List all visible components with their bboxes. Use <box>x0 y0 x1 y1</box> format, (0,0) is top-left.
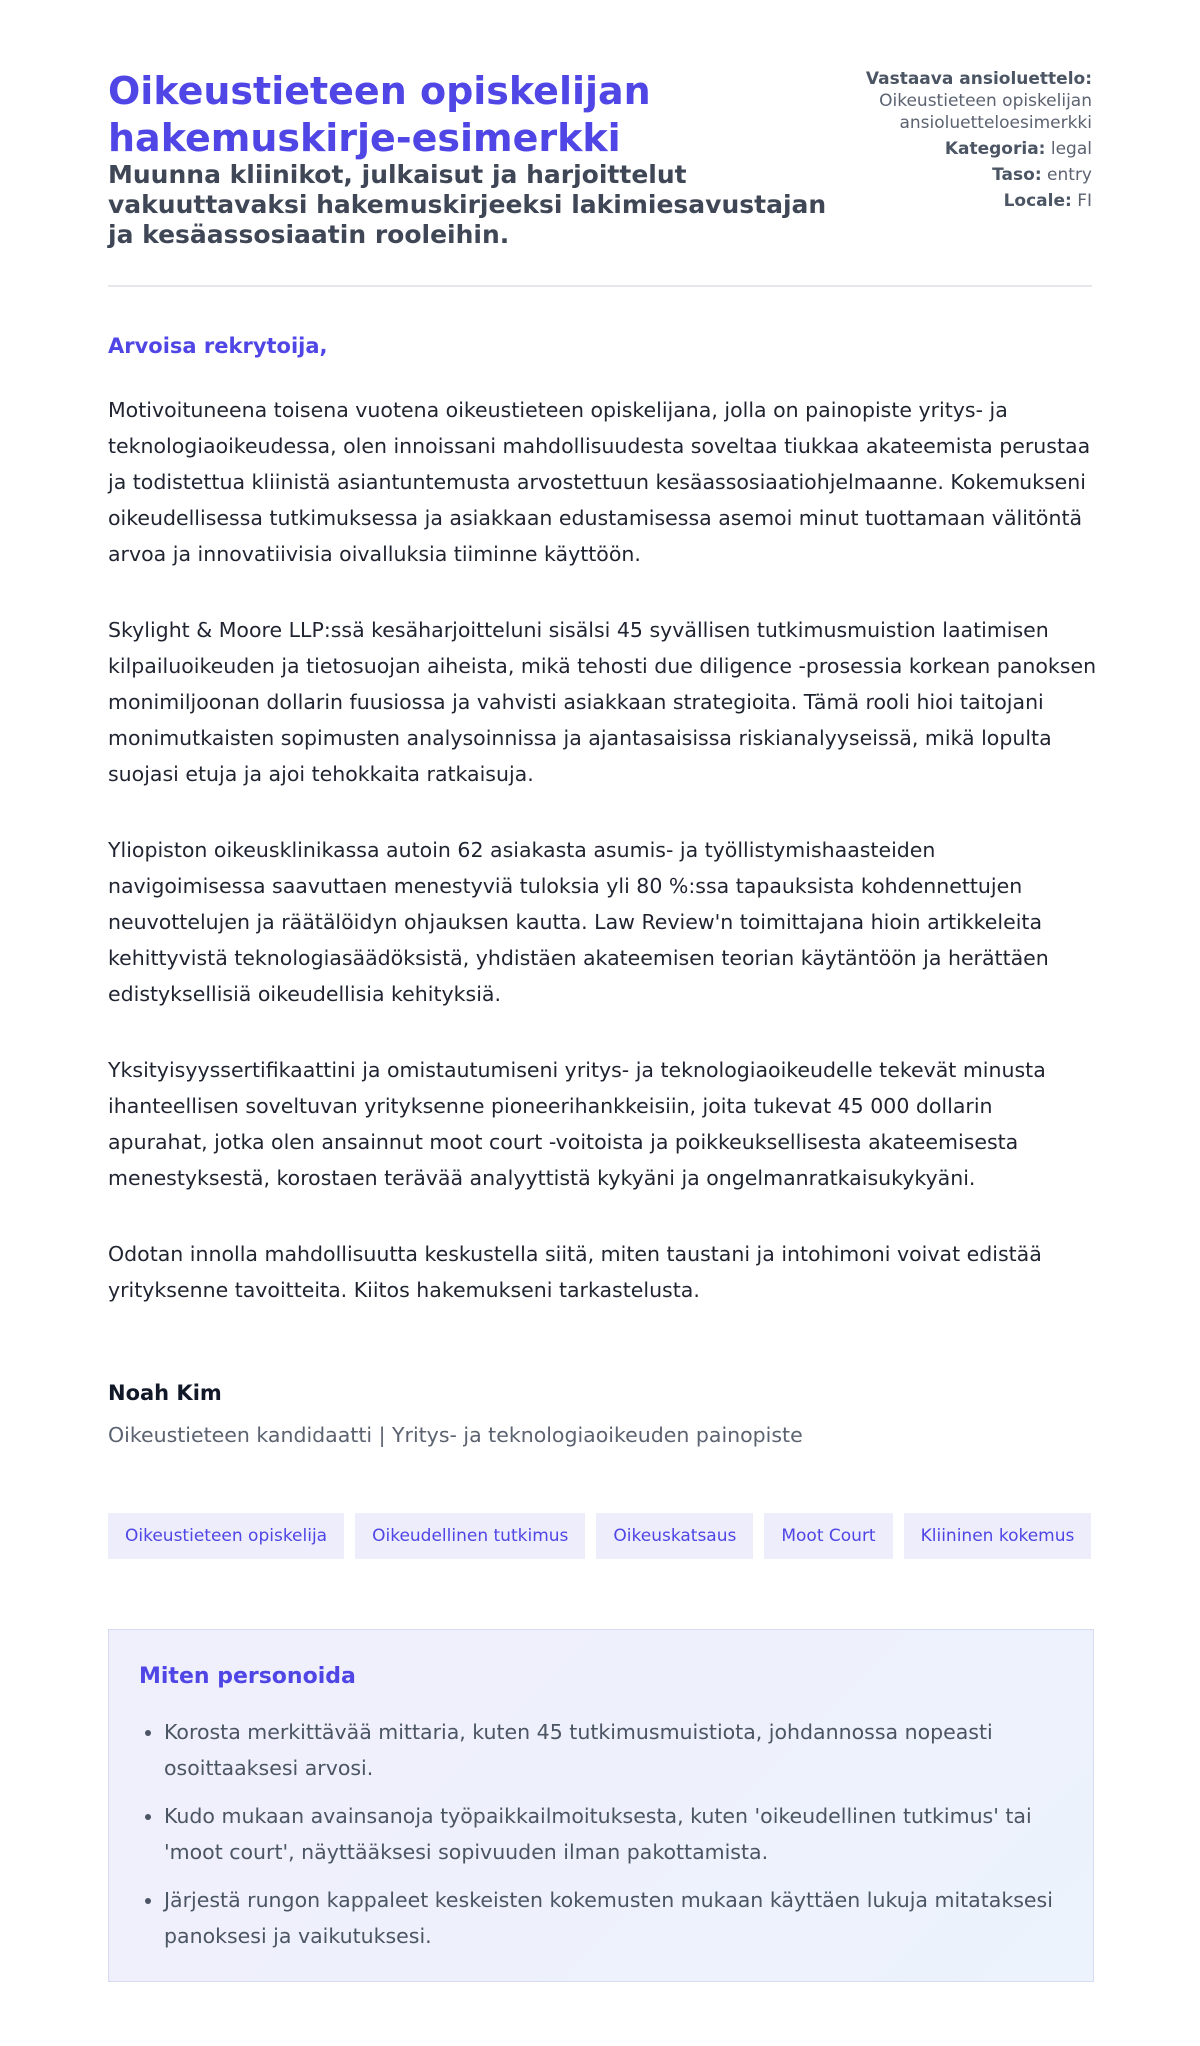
tag-chip[interactable]: Moot Court <box>764 1513 892 1559</box>
letter-paragraph: Odotan innolla mahdollisuutta keskustella siitä, miten taustani ja intohimoni voivat edistää yrityksenne tavoitteita. Kiitos hakemukseni tarkastelusta. <box>108 1242 1042 1302</box>
letter-paragraph: Motivoituneena toisena vuotena oikeustieteen opiskelijana, jolla on painopiste yritys- ja teknologiaoikeudessa, olen innoissani mahdollisuudesta soveltaa tiukkaa akateemista perustaa ja todistettua kliinistä asiantuntemusta arvostettuun kesäassosiaatiohjelmaanne. Kokemukseni oikeudellisessa tutkimuksessa ja asiakkaan edustamisessa asemoi minut tuottamaan välitöntä arvoa ja innovatiivisia oivalluksia tiiminne käyttöön. <box>108 398 1091 566</box>
tag-chip[interactable]: Oikeustieteen opiskelija <box>108 1513 344 1559</box>
category-value: legal <box>1050 139 1092 159</box>
signature-name: Noah Kim <box>108 1381 222 1405</box>
letter-body <box>108 392 1098 1348</box>
locale-meta <box>752 190 1092 212</box>
tag-chip[interactable]: Oikeudellinen tutkimus <box>355 1513 585 1559</box>
letter-paragraph: Skylight & Moore LLP:ssä kesäharjoitteluni sisälsi 45 syvällisen tutkimusmuistion laatimisen kilpailuoikeuden ja tietosuojan aiheista, mikä tehosti due diligence -prosessia korkean panoksen monimiljoonan dollarin fuusiossa ja vahvisti asiakkaan strategioita. Tämä rooli hioi taitojani monimutkaisten sopimusten analysoinnissa ja ajantasaisissa riskianalyyseissä, mikä lopulta suojasi etuja ja ajoi tehokkaita ratkaisuja. <box>108 618 1097 786</box>
resume-link-line1[interactable]: Oikeustieteen opiskelijan <box>879 91 1092 111</box>
letter-paragraph: Yliopiston oikeusklinikassa autoin 62 asiakasta asumis- ja työllistymishaasteiden navigoimisessa saavuttaen menestyviä tuloksia yli 80 %:ssa tapauksista kohdennettujen neuvottelujen ja räätälöidyn ohjauksen kautta. Law Review'n toimittajana hioin artikkeleita kehittyvistä teknologiasäädöksistä, yhdistäen akateemisen teorian käytäntöön ja herättäen edistyksellisiä oikeudellisia kehityksiä. <box>108 838 1049 1006</box>
page-title: Oikeustieteen opiskelijan hakemuskirje-esimerkki <box>108 69 651 160</box>
resume-label: Vastaava ansioluettelo: <box>865 69 1092 89</box>
tip-item: • Korosta merkittävää mittaria, kuten 45 tutkimusmuistiota, johdannossa nopeasti osoittaaksesi arvosi. <box>164 1714 1063 1786</box>
tips-title: Miten personoida <box>139 1664 356 1689</box>
level-value: entry <box>1047 165 1092 185</box>
meta-panel <box>752 68 1092 216</box>
resume-meta <box>752 68 1092 134</box>
page-header <box>108 0 1092 287</box>
resume-link-line2[interactable]: ansioluetteloesimerkki <box>899 113 1092 133</box>
locale-value: FI <box>1077 191 1092 211</box>
locale-label: Locale: <box>1003 191 1072 211</box>
tip-item: • Järjestä rungon kappaleet keskeisten kokemusten mukaan käyttäen lukuja mitataksesi panoksesi ja vaikutuksesi. <box>164 1882 1063 1954</box>
tag-chip[interactable]: Oikeuskatsaus <box>596 1513 753 1559</box>
page-subtitle: Muunna kliinikot, julkaisut ja harjoittelut vakuuttavaksi hakemuskirjeeksi lakimiesavustajan ja kesäassosiaatin rooleihin. <box>108 160 827 249</box>
letter-paragraph: Yksityisyyssertifikaattini ja omistautumiseni yritys- ja teknologiaoikeudelle tekevät minusta ihanteellisen soveltuvan yrityksenne pioneerihankkeisiin, joita tukevat 45 000 dollarin apurahat, jotka olen ansainnut moot court -voitoista ja poikkeuksellisesta akateemisesta menestyksestä, korostaen terävää analyyttistä kykyäni ja ongelmanratkaisukykyäni. <box>108 1058 1046 1190</box>
letter-greeting: Arvoisa rekrytoija, <box>108 334 328 358</box>
level-label: Taso: <box>992 165 1042 185</box>
category-meta <box>752 138 1092 160</box>
level-meta <box>752 164 1092 186</box>
tip-item: • Kudo mukaan avainsanoja työpaikkailmoituksesta, kuten 'oikeudellinen tutkimus' tai 'moot court', näyttääksesi sopivuuden ilman pakottamista. <box>164 1798 1063 1870</box>
tag-list <box>108 1513 1091 1559</box>
signature-role: Oikeustieteen kandidaatti | Yritys- ja teknologiaoikeuden painopiste <box>108 1423 803 1447</box>
tips-list <box>139 1714 1063 1954</box>
tag-chip[interactable]: Kliininen kokemus <box>904 1513 1092 1559</box>
personalization-tips-box <box>108 1629 1094 1982</box>
category-label: Kategoria: <box>944 139 1046 159</box>
